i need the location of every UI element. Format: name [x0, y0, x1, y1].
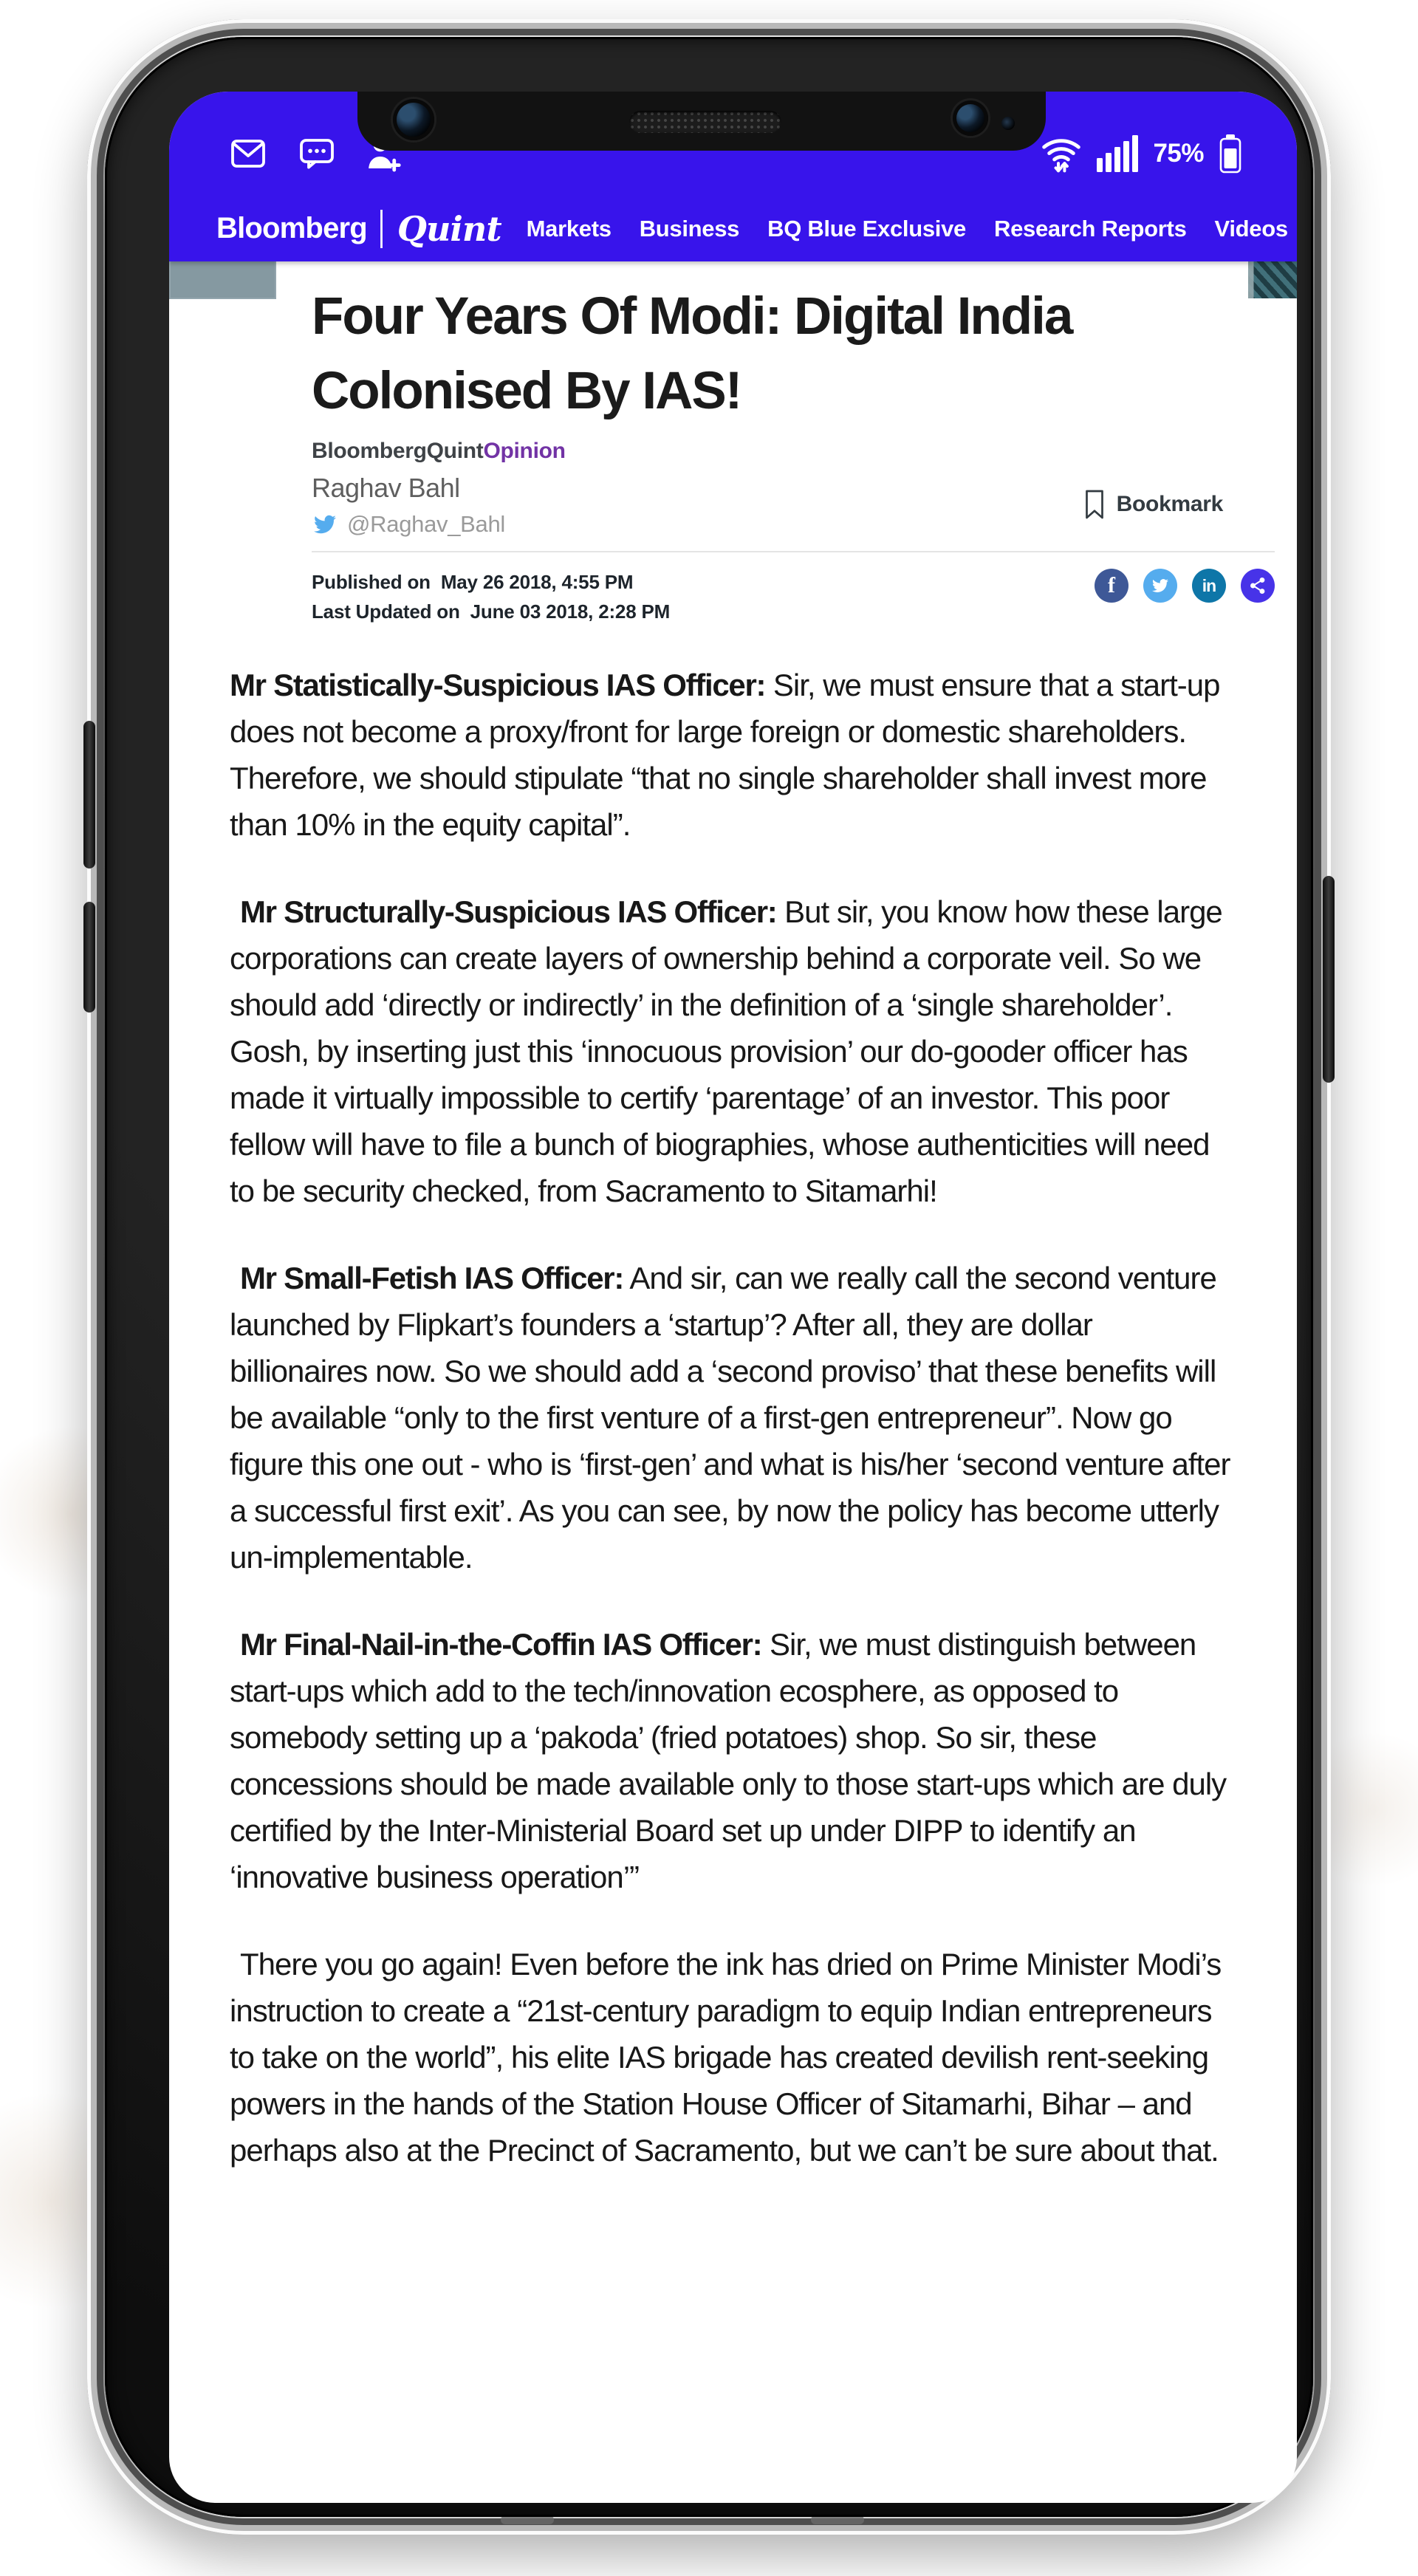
- bloomberg-wordmark: Bloomberg: [216, 212, 367, 244]
- battery-icon: [1219, 134, 1242, 174]
- phone-screen: [169, 92, 1297, 2503]
- bookmark-label: Bookmark: [1116, 492, 1223, 516]
- phone-notch: [357, 92, 1046, 151]
- paragraph-lead: Mr Final-Nail-in-the-Coffin IAS Officer:: [240, 1627, 762, 1662]
- publish-info: [312, 567, 670, 626]
- paragraph-1: Mr Statistically-Suspicious IAS Officer: Sir, we must ensure that a start-up does not become a proxy/front for large foreign or domestic shareholders. Therefore, we should stipulate “that no single shareholder shall invest more than 10% in the equity capital”.: [230, 668, 1220, 842]
- phone-frame: [87, 19, 1331, 2535]
- paragraph-2: Mr Structurally-Suspicious IAS Officer: But sir, you know how these large corporations can create layers of ownership behind a corporate veil. So we should add ‘directly or indirectly’ in the definition of a ‘single shareholder’. Gosh, by inserting just this ‘innocuous provision’ our do-gooder officer has made it virtually impossible to certify ‘parentage’ of an investor. This poor fellow will have to file a bunch of biographies, whose authenticities will need to be security checked, from Sacramento to Sitamarhi!: [230, 894, 1222, 1208]
- mail-icon: [227, 136, 270, 171]
- nav-item-markets[interactable]: Markets: [526, 215, 612, 242]
- published-label: Published on: [312, 571, 431, 593]
- background-fragment-left: [169, 260, 276, 299]
- bookmark-icon: [1081, 489, 1108, 520]
- power-button: [1323, 876, 1335, 1083]
- brand-logo[interactable]: [216, 209, 501, 249]
- messages-icon: [296, 136, 338, 171]
- paragraph-lead: Mr Small-Fetish IAS Officer:: [240, 1261, 624, 1295]
- wifi-icon: [1041, 133, 1082, 174]
- brand-divider: [380, 210, 383, 248]
- meta-row: [312, 552, 1275, 626]
- nav-item-business[interactable]: Business: [639, 215, 740, 242]
- nav-menu: [527, 216, 1288, 242]
- background-fragment-right: [1248, 260, 1297, 298]
- section-category: Opinion: [483, 439, 566, 463]
- facebook-share-button[interactable]: [1095, 569, 1128, 603]
- paragraph-4: Mr Final-Nail-in-the-Coffin IAS Officer: Sir, we must distinguish between start-ups which add to the tech/innovation ecosphere, as opposed to somebody setting up a ‘pakoda’ (fried potatoes) shop. So sir, these concessions should be made available only to those start-ups which are duly certified by the Inter-Ministerial Board set up under DIPP to identify an ‘innovative business operation’”: [230, 1627, 1227, 1894]
- nav-item-videos[interactable]: Videos: [1214, 215, 1288, 242]
- proximity-sensor: [1001, 117, 1015, 130]
- author-name: Raghav Bahl: [312, 473, 460, 503]
- paragraph-3: Mr Small-Fetish IAS Officer: And sir, can we really call the second venture launched by Flipkart’s founders a ‘startup’? After all, they are dollar billionaires now. So we should add a ‘second proviso’ that these benefits will be available “only to the first venture of a first-gen entrepreneur”. Now go figure this one out - who is ‘first-gen’ and what is his/her ‘second venture after a successful first exit’. As you can see, by now the policy has become utterly un-implementable.: [230, 1261, 1230, 1575]
- paragraph-5: There you go again! Even before the ink has dried on Prime Minister Modi’s instruction to create a “21st-century paradigm to equip Indian entrepreneurs to take on the world”, his elite IAS brigade has created devilish rent-seeking powers in the hands of the Station House Officer of Sitamarhi, Bihar – and perhaps also at the Precinct of Sacramento, but we can’t be sure about that.: [230, 1947, 1222, 2168]
- signal-icon: [1097, 135, 1138, 172]
- share-buttons: [1095, 569, 1275, 603]
- twitter-bird-icon: [312, 513, 338, 535]
- paragraph-lead: Mr Statistically-Suspicious IAS Officer:: [230, 668, 766, 702]
- nav-bar: [169, 196, 1297, 261]
- section-brand: BloombergQuint: [312, 439, 484, 463]
- article-header: [169, 261, 1297, 626]
- share-button[interactable]: [1241, 569, 1275, 603]
- twitter-handle: @Raghav_Bahl: [347, 511, 506, 537]
- paragraph-lead: Mr Structurally-Suspicious IAS Officer:: [240, 894, 777, 929]
- volume-down-button: [83, 902, 95, 1013]
- twitter-share-button[interactable]: [1143, 569, 1177, 603]
- bookmark-button[interactable]: [1081, 489, 1223, 520]
- speaker-grille: [629, 111, 781, 133]
- updated-value: June 03 2018, 2:28 PM: [470, 600, 671, 623]
- battery-percent: 75%: [1153, 139, 1204, 168]
- page-title: Four Years Of Modi: Digital India Colonised By IAS!: [312, 287, 1072, 420]
- updated-label: Last Updated on: [312, 600, 460, 623]
- nav-item-bq-blue-exclusive[interactable]: BQ Blue Exclusive: [767, 215, 966, 242]
- quint-wordmark: Quint: [397, 208, 501, 249]
- phone-bezel: [105, 37, 1313, 2517]
- published-value: May 26 2018, 4:55 PM: [440, 571, 634, 593]
- linkedin-share-button[interactable]: [1192, 569, 1226, 603]
- section-link[interactable]: [312, 439, 1275, 464]
- volume-up-button: [83, 721, 95, 869]
- article-body: [230, 662, 1234, 2174]
- front-camera-2-icon: [953, 100, 988, 136]
- front-camera-icon: [393, 99, 434, 140]
- nav-item-research-reports[interactable]: Research Reports: [993, 215, 1187, 242]
